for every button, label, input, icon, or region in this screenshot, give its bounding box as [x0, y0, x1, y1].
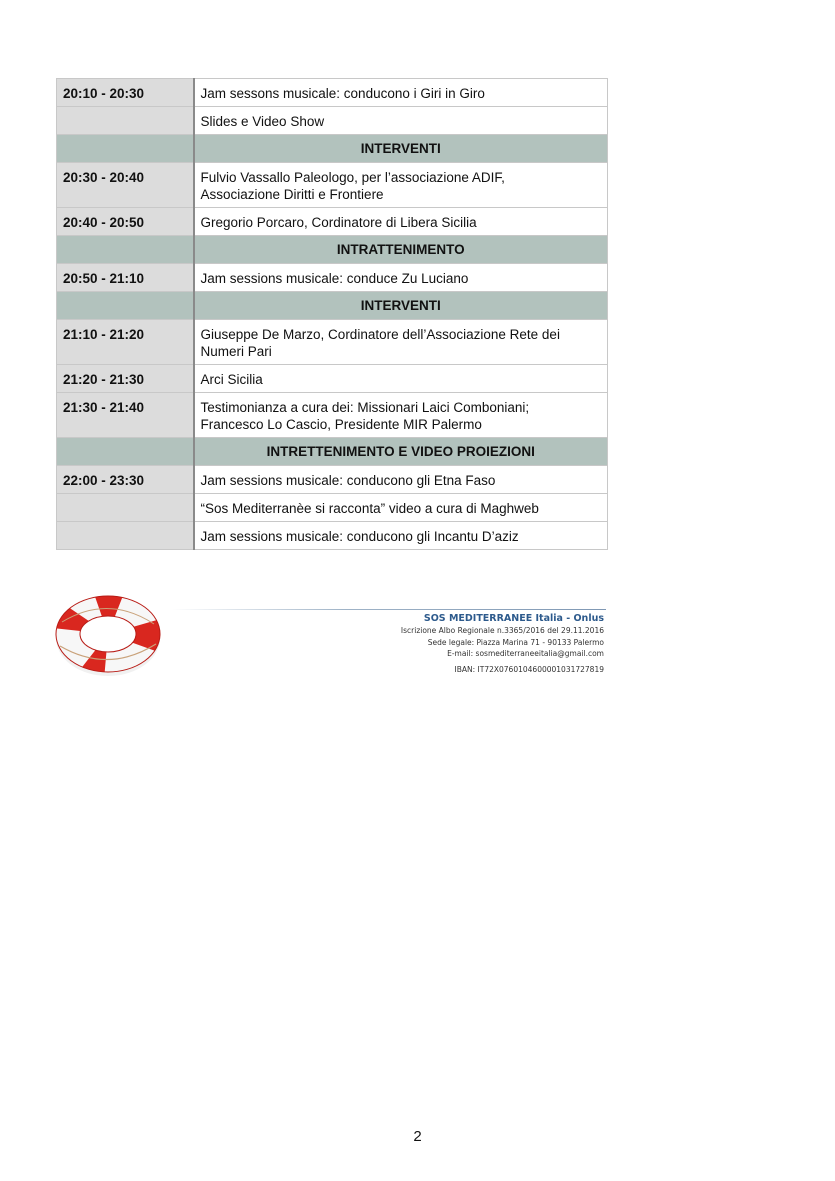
organization-name: SOS MEDITERRANEE Italia - Onlus [423, 613, 604, 624]
time-slot: 20:40 - 20:50 [57, 208, 194, 236]
activity-text: Numeri Pari [200, 344, 272, 359]
activity-cell [194, 107, 608, 135]
activity-text: Francesco Lo Cascio, Presidente MIR Palermo [200, 417, 482, 432]
activity-text: Giuseppe De Marzo, Cordinatore dell’Associazione Rete dei [200, 327, 560, 342]
letterhead-footer [52, 588, 608, 684]
activity-cell [194, 208, 608, 236]
activity-text: Jam sessions musicale: conducono gli Etna Faso [200, 473, 496, 488]
section-spacer-cell [57, 236, 194, 264]
schedule-row [57, 466, 608, 494]
time-slot [57, 522, 194, 550]
section-title: INTERVENTI [194, 135, 608, 163]
registration-text: Iscrizione Albo Regionale n.3365/2016 del 29.11.2016 [400, 626, 604, 635]
activity-text: Fulvio Vassallo Paleologo, per l’associazione ADIF, [200, 170, 505, 185]
page-number: 2 [413, 1128, 422, 1145]
time-slot: 21:10 - 21:20 [57, 320, 194, 365]
lifebuoy-icon [52, 588, 164, 680]
section-header-row [57, 292, 608, 320]
activity-text: Associazione Diritti e Frontiere [200, 187, 384, 202]
activity-text: Testimonianza a cura dei: Missionari Laici Comboniani; [200, 400, 530, 415]
activity-cell [194, 264, 608, 292]
schedule-row [57, 163, 608, 208]
schedule-row [57, 208, 608, 236]
activity-cell [194, 522, 608, 550]
section-spacer-cell [57, 438, 194, 466]
time-slot: 21:20 - 21:30 [57, 365, 194, 393]
schedule-row [57, 365, 608, 393]
activity-text: “Sos Mediterranèe si racconta” video a cura di Maghweb [200, 501, 539, 516]
activity-text: Jam sessions musicale: conduce Zu Luciano [200, 271, 469, 286]
activity-text: Slides e Video Show [200, 114, 325, 129]
time-slot: 20:10 - 20:30 [57, 79, 194, 107]
activity-cell [194, 494, 608, 522]
organization-info [401, 612, 604, 675]
iban-text: IBAN: IT72X0760104600001031727819 [454, 664, 604, 674]
activity-cell [194, 320, 608, 365]
address-text: Sede legale: Piazza Marina 71 - 90133 Palermo [427, 637, 604, 647]
activity-text: Gregorio Porcaro, Cordinatore di Libera Sicilia [200, 215, 477, 230]
footer-divider [172, 609, 606, 610]
time-slot: 20:30 - 20:40 [57, 163, 194, 208]
section-title: INTERVENTI [194, 292, 608, 320]
section-title: INTRETTENIMENTO E VIDEO PROIEZIONI [194, 438, 608, 466]
schedule-table [56, 78, 608, 550]
section-header-row [57, 135, 608, 163]
time-slot [57, 107, 194, 135]
schedule-row [57, 522, 608, 550]
email-text: E-mail: sosmediterraneeitalia@gmail.com [447, 649, 604, 658]
activity-cell [194, 163, 608, 208]
time-slot: 22:00 - 23:30 [57, 466, 194, 494]
activity-cell [194, 466, 608, 494]
section-spacer-cell [57, 135, 194, 163]
section-header-row [57, 236, 608, 264]
activity-cell [194, 365, 608, 393]
activity-text: Arci Sicilia [200, 372, 263, 387]
section-title: INTRATTENIMENTO [194, 236, 608, 264]
schedule-row [57, 79, 608, 107]
section-header-row [57, 438, 608, 466]
schedule-row [57, 264, 608, 292]
time-slot [57, 494, 194, 522]
activity-text: Jam sessons musicale: conducono i Giri in Giro [200, 86, 485, 101]
schedule-row [57, 320, 608, 365]
time-slot: 20:50 - 21:10 [57, 264, 194, 292]
activity-cell [194, 393, 608, 438]
schedule-row [57, 393, 608, 438]
schedule-row [57, 107, 608, 135]
activity-text: Jam sessions musicale: conducono gli Incantu D’aziz [200, 529, 519, 544]
activity-cell [194, 79, 608, 107]
schedule-body [57, 79, 608, 550]
time-slot: 21:30 - 21:40 [57, 393, 194, 438]
schedule-row [57, 494, 608, 522]
section-spacer-cell [57, 292, 194, 320]
